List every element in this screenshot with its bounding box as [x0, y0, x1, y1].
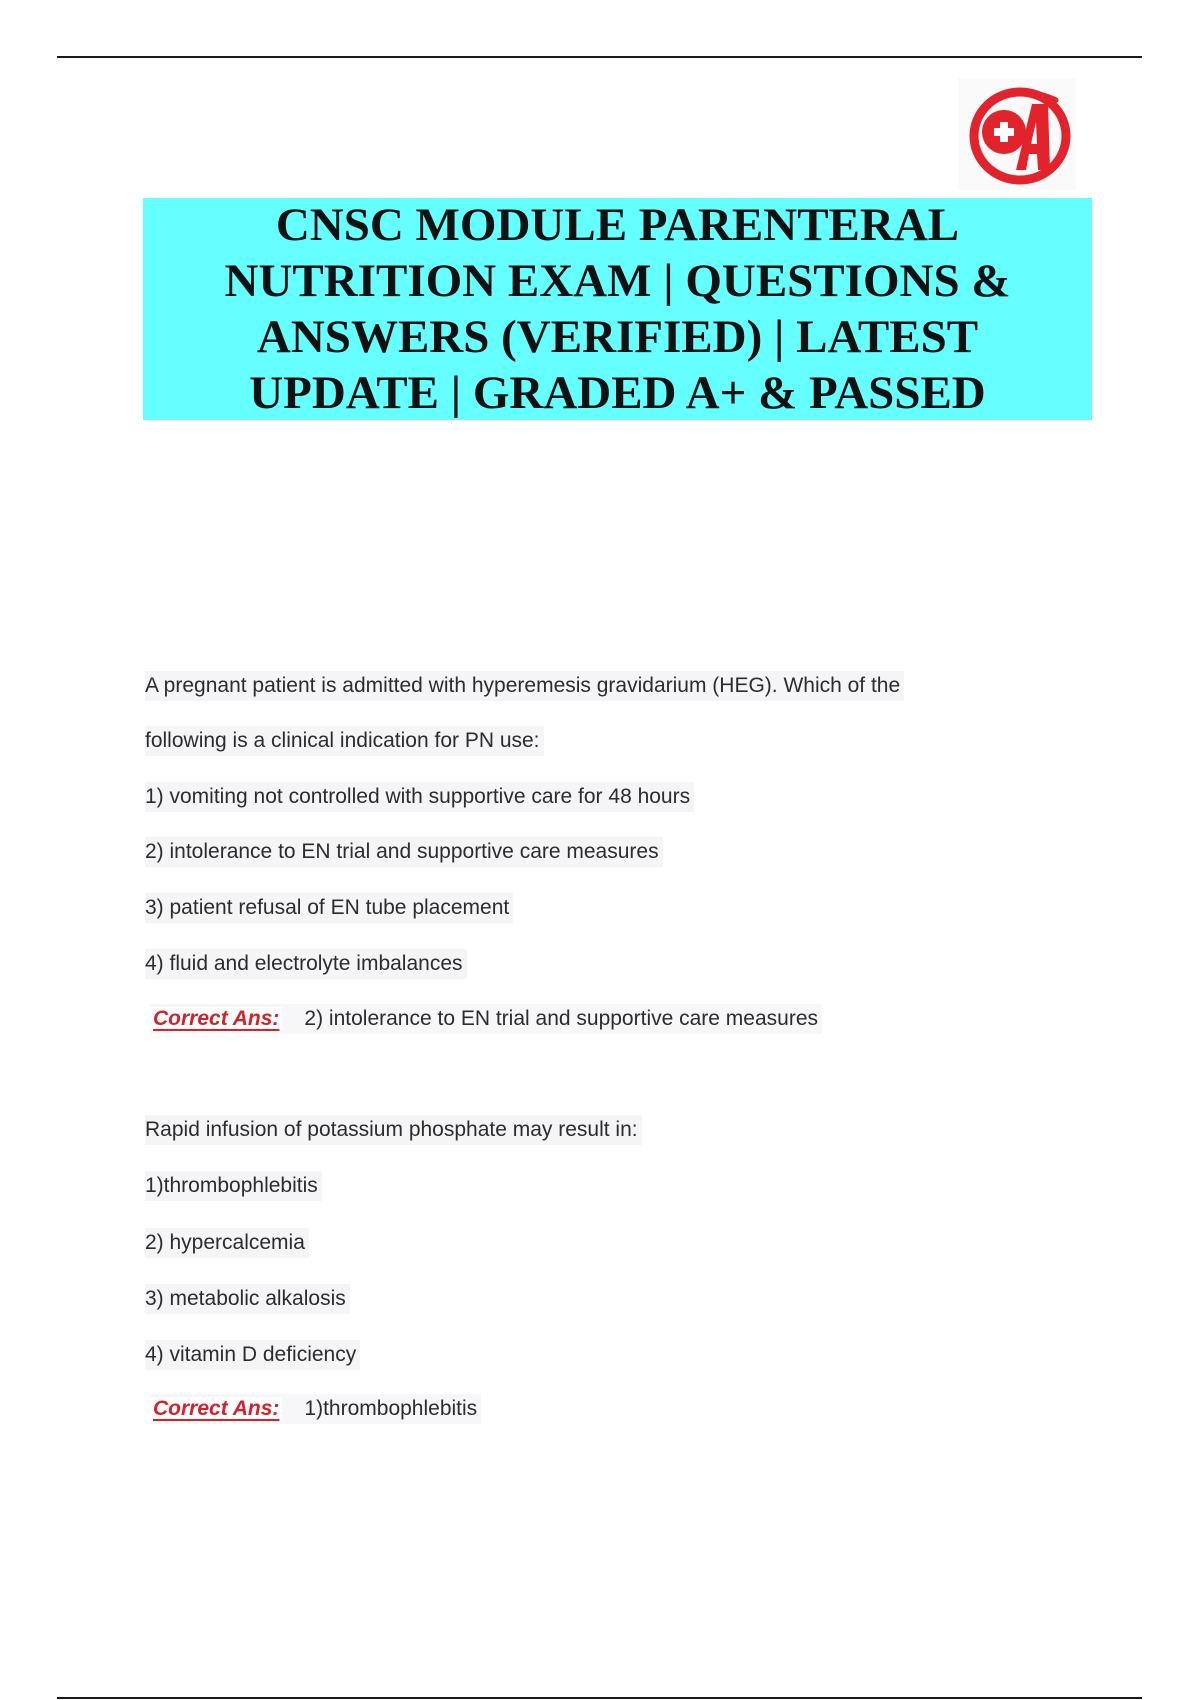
- question-2-option-3: 3) metabolic alkalosis: [145, 1284, 350, 1314]
- title-line: ANSWERS (VERIFIED) | LATEST: [256, 311, 979, 363]
- question-1-prompt-line-1: A pregnant patient is admitted with hyperemesis gravidarium (HEG). Which of the: [145, 671, 904, 701]
- correct-answer-text: 1)thrombophlebitis: [304, 1397, 478, 1420]
- question-2-option-4: 4) vitamin D deficiency: [145, 1340, 360, 1370]
- question-1-option-3: 3) patient refusal of EN tube placement: [145, 893, 513, 923]
- title-line: UPDATE | GRADED A+ & PASSED: [249, 367, 986, 419]
- question-2-option-1: 1)thrombophlebitis: [145, 1171, 322, 1201]
- logo: [958, 78, 1076, 190]
- correct-answer-label: Correct Ans:: [150, 1397, 282, 1420]
- question-1-option-4: 4) fluid and electrolyte imbalances: [145, 949, 467, 979]
- title-line: CNSC MODULE PARENTERAL: [275, 199, 960, 251]
- title-banner: [143, 198, 1092, 420]
- question-1-option-2: 2) intolerance to EN trial and supportive care measures: [145, 837, 663, 867]
- question-1-answer: [150, 1004, 822, 1034]
- correct-answer-text: 2) intolerance to EN trial and supportive care measures: [304, 1007, 819, 1030]
- question-2-option-2: 2) hypercalcemia: [145, 1228, 309, 1258]
- bottom-rule: [57, 1697, 1142, 1699]
- question-1-option-1: 1) vomiting not controlled with supportive care for 48 hours: [145, 782, 694, 812]
- top-rule: [57, 56, 1142, 58]
- plus-a-grade-logo-icon: [958, 78, 1076, 190]
- title-line: NUTRITION EXAM | QUESTIONS &: [224, 255, 1011, 307]
- question-2-answer: [150, 1394, 481, 1424]
- question-2-prompt-line-1: Rapid infusion of potassium phosphate may result in:: [145, 1115, 642, 1145]
- question-1-prompt-line-2: following is a clinical indication for PN use:: [145, 726, 544, 756]
- correct-answer-label: Correct Ans:: [150, 1007, 282, 1030]
